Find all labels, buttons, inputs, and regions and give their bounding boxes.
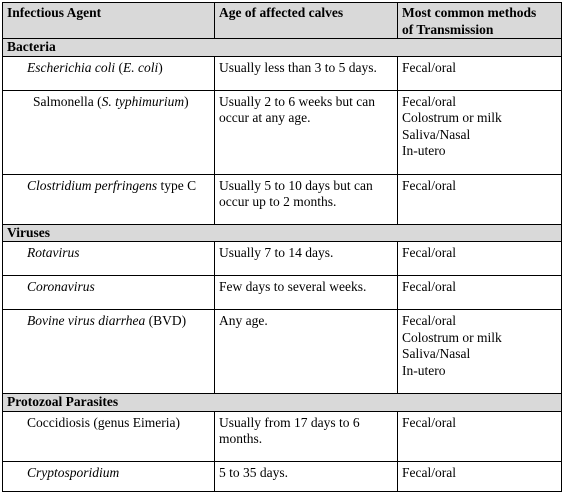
- header-transmission: [398, 3, 562, 39]
- age-cell: 5 to 35 days.: [215, 461, 398, 491]
- category-title: Bacteria: [3, 39, 562, 57]
- table-row: [3, 461, 562, 491]
- transmission-cell: Fecal/oral: [398, 276, 562, 310]
- agent-cell: Bovine virus diarrhea (BVD): [3, 310, 215, 394]
- category-row-protozoal-parasites: [3, 394, 562, 412]
- table-row: [3, 411, 562, 461]
- table-row: [3, 276, 562, 310]
- agent-cell: Coronavirus: [3, 276, 215, 310]
- category-row-viruses: [3, 224, 562, 242]
- category-title: Viruses: [3, 224, 562, 242]
- agent-cell: Rotavirus: [3, 242, 215, 276]
- table-row: [3, 56, 562, 90]
- header-agent: Infectious Agent: [3, 3, 215, 39]
- age-cell: Any age.: [215, 310, 398, 394]
- infectious-agents-table: [2, 2, 562, 492]
- header-age: Age of affected calves: [215, 3, 398, 39]
- agent-cell: Cryptosporidium: [3, 461, 215, 491]
- agent-cell: Salmonella (S. typhimurium): [3, 90, 215, 174]
- category-row-bacteria: [3, 39, 562, 57]
- header-row: [3, 3, 562, 39]
- age-cell: Usually 5 to 10 days but can occur up to 2 months.: [215, 174, 398, 224]
- header-transmission-line2: of Transmission: [402, 21, 494, 37]
- table-row: [3, 242, 562, 276]
- document-page: [2, 2, 562, 492]
- age-cell: Usually less than 3 to 5 days.: [215, 56, 398, 90]
- agent-cell: Clostridium perfringens type C: [3, 174, 215, 224]
- age-cell: Few days to several weeks.: [215, 276, 398, 310]
- age-cell: Usually from 17 days to 6 months.: [215, 411, 398, 461]
- agent-cell: Escherichia coli (E. coli): [3, 56, 215, 90]
- transmission-cell: Fecal/oral Colostrum or milk Saliva/Nasal In-utero: [398, 90, 562, 174]
- age-cell: Usually 7 to 14 days.: [215, 242, 398, 276]
- transmission-cell: Fecal/oral Colostrum or milk Saliva/Nasal In-utero: [398, 310, 562, 394]
- transmission-cell: Fecal/oral: [398, 461, 562, 491]
- category-title: Protozoal Parasites: [3, 394, 562, 412]
- agent-cell: Coccidiosis (genus Eimeria): [3, 411, 215, 461]
- transmission-cell: Fecal/oral: [398, 411, 562, 461]
- transmission-cell: Fecal/oral: [398, 242, 562, 276]
- age-cell: Usually 2 to 6 weeks but can occur at any age.: [215, 90, 398, 174]
- table-row: [3, 90, 562, 174]
- table-row: [3, 310, 562, 394]
- header-transmission-line1: Most common methods: [402, 5, 537, 20]
- transmission-cell: Fecal/oral: [398, 174, 562, 224]
- table-row: [3, 174, 562, 224]
- transmission-cell: Fecal/oral: [398, 56, 562, 90]
